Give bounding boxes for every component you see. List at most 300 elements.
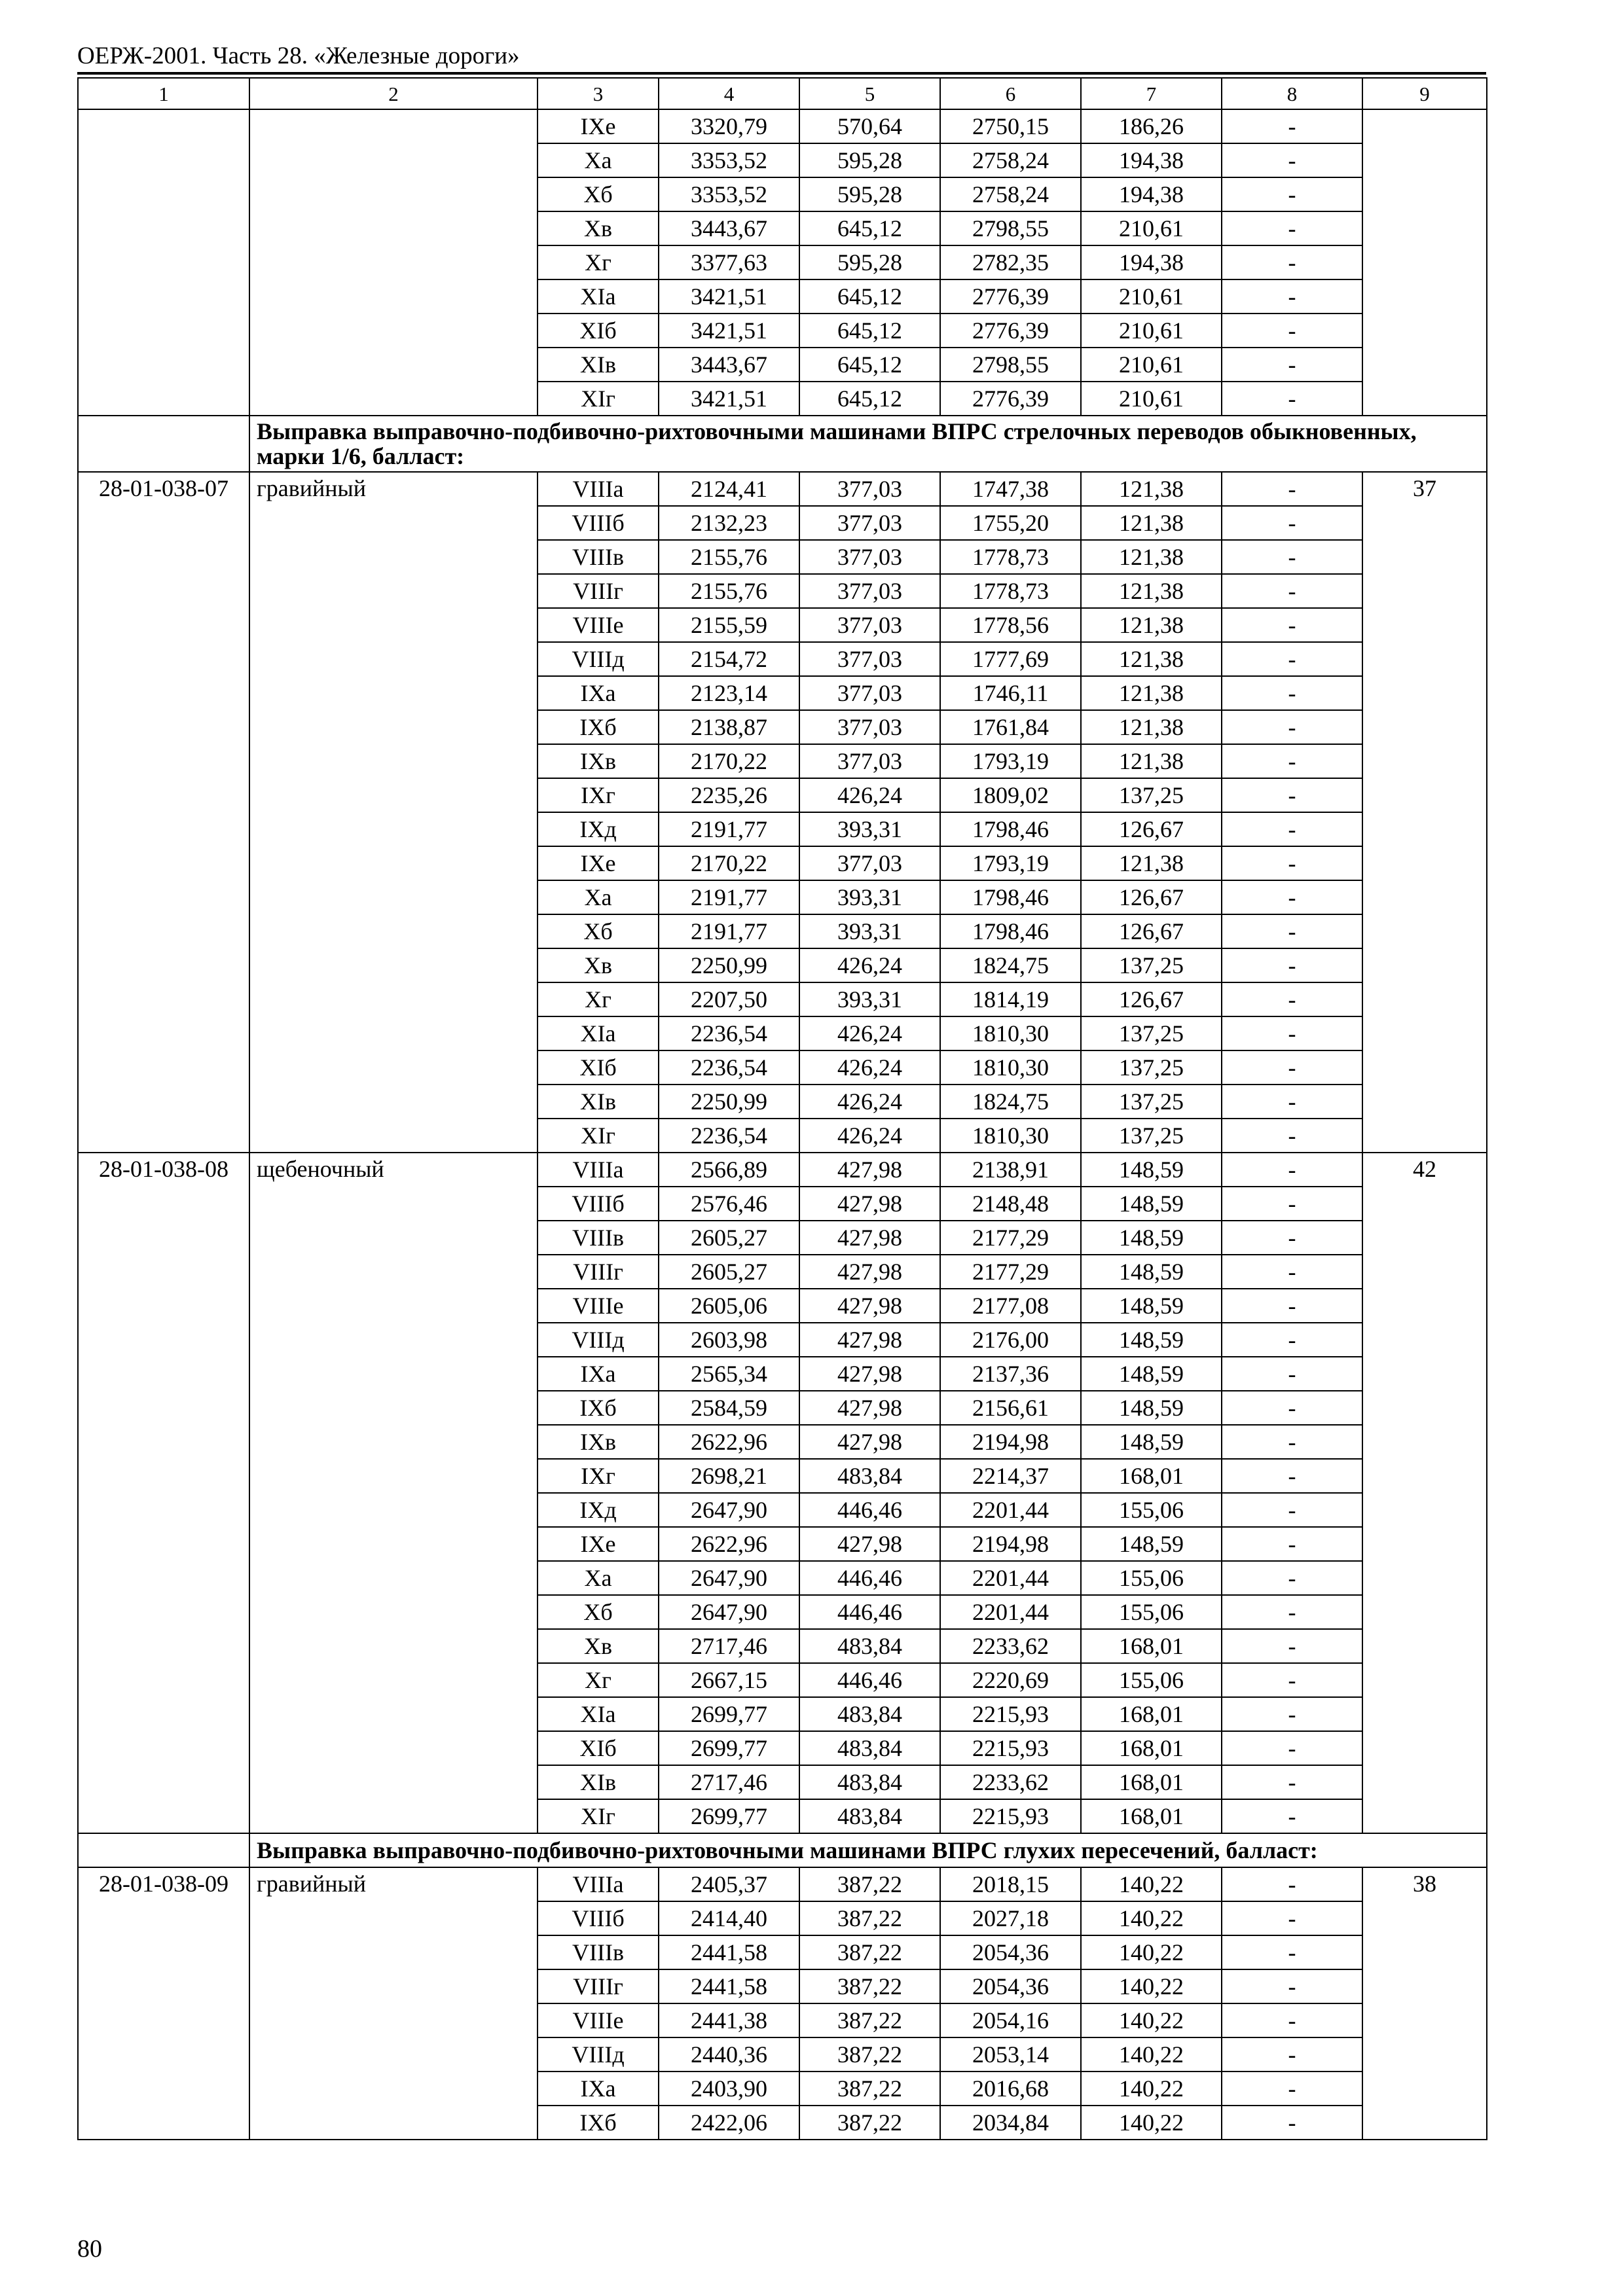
total-cost-cell: 2138,87 — [659, 710, 799, 744]
wages-cell: 426,24 — [799, 948, 940, 982]
machinists-wages-cell: 148,59 — [1081, 1187, 1222, 1221]
machines-cell: 2054,36 — [940, 1969, 1081, 2003]
machines-cell: 1798,46 — [940, 880, 1081, 914]
total-cost-cell: 2717,46 — [659, 1629, 799, 1663]
variant-cell: Xа — [538, 1561, 659, 1595]
variant-cell: XIв — [538, 348, 659, 382]
machines-cell: 1778,73 — [940, 540, 1081, 574]
variant-cell: Xг — [538, 245, 659, 279]
materials-cell: - — [1222, 143, 1362, 177]
norm-code-cell — [78, 109, 249, 416]
section-title: Выправка выправочно-подбивочно-рихтовочными машинами ВПРС глухих пересечений, балласт: — [249, 1833, 1487, 1867]
machines-cell: 2194,98 — [940, 1527, 1081, 1561]
machines-cell: 2776,39 — [940, 279, 1081, 314]
page-header-title: ОЕРЖ-2001. Часть 28. «Железные дороги» — [77, 43, 520, 69]
variant-cell: IXг — [538, 778, 659, 812]
variant-cell: XIг — [538, 1799, 659, 1833]
variant-cell: Xг — [538, 982, 659, 1016]
machines-cell: 2194,98 — [940, 1425, 1081, 1459]
total-cost-cell: 3421,51 — [659, 314, 799, 348]
materials-cell: - — [1222, 1119, 1362, 1153]
machinists-wages-cell: 168,01 — [1081, 1697, 1222, 1731]
machines-cell: 2177,29 — [940, 1255, 1081, 1289]
norm-code-cell: 28-01-038-08 — [78, 1153, 249, 1833]
machinists-wages-cell: 121,38 — [1081, 846, 1222, 880]
ballast-type-cell: гравийный — [249, 1867, 538, 2140]
wages-cell: 377,03 — [799, 710, 940, 744]
machines-cell: 1810,30 — [940, 1119, 1081, 1153]
wages-cell: 570,64 — [799, 109, 940, 143]
section-code-blank — [78, 416, 249, 472]
machinists-wages-cell: 121,38 — [1081, 540, 1222, 574]
total-cost-cell: 2250,99 — [659, 948, 799, 982]
variant-cell: Xа — [538, 143, 659, 177]
machinists-wages-cell: 210,61 — [1081, 348, 1222, 382]
variant-cell: VIIIд — [538, 642, 659, 676]
materials-cell: - — [1222, 642, 1362, 676]
machinists-wages-cell: 126,67 — [1081, 880, 1222, 914]
table-row — [78, 472, 1487, 506]
materials-cell: - — [1222, 348, 1362, 382]
machines-cell: 2201,44 — [940, 1595, 1081, 1629]
variant-cell: VIIIб — [538, 1187, 659, 1221]
machines-cell: 2034,84 — [940, 2106, 1081, 2140]
machinists-wages-cell: 186,26 — [1081, 109, 1222, 143]
machinists-wages-cell: 137,25 — [1081, 1050, 1222, 1085]
machinists-wages-cell: 121,38 — [1081, 744, 1222, 778]
materials-cell: - — [1222, 846, 1362, 880]
total-cost-cell: 2647,90 — [659, 1595, 799, 1629]
materials-cell: - — [1222, 1391, 1362, 1425]
machines-cell: 1747,38 — [940, 472, 1081, 506]
materials-cell: - — [1222, 1016, 1362, 1050]
variant-cell: IXб — [538, 710, 659, 744]
machines-cell: 1810,30 — [940, 1050, 1081, 1085]
materials-cell: - — [1222, 608, 1362, 642]
total-cost-cell: 2605,27 — [659, 1255, 799, 1289]
machines-cell: 2054,36 — [940, 1935, 1081, 1969]
materials-cell: - — [1222, 177, 1362, 211]
machinists-wages-cell: 194,38 — [1081, 245, 1222, 279]
machinists-wages-cell: 210,61 — [1081, 279, 1222, 314]
machinists-wages-cell: 137,25 — [1081, 1119, 1222, 1153]
total-cost-cell: 3443,67 — [659, 348, 799, 382]
machines-cell: 2782,35 — [940, 245, 1081, 279]
wages-cell: 426,24 — [799, 1016, 940, 1050]
wages-cell: 387,22 — [799, 1901, 940, 1935]
variant-cell: IXг — [538, 1459, 659, 1493]
machinists-wages-cell: 140,22 — [1081, 1901, 1222, 1935]
total-cost-cell: 2440,36 — [659, 2037, 799, 2072]
materials-cell: - — [1222, 1459, 1362, 1493]
machines-cell: 1746,11 — [940, 676, 1081, 710]
total-cost-cell: 2123,14 — [659, 676, 799, 710]
machinists-wages-cell: 155,06 — [1081, 1493, 1222, 1527]
wages-cell: 426,24 — [799, 1119, 940, 1153]
machines-cell: 2137,36 — [940, 1357, 1081, 1391]
machinists-wages-cell: 148,59 — [1081, 1527, 1222, 1561]
wages-cell: 483,84 — [799, 1459, 940, 1493]
wages-cell: 645,12 — [799, 348, 940, 382]
machinists-wages-cell: 168,01 — [1081, 1765, 1222, 1799]
wages-cell: 387,22 — [799, 2037, 940, 2072]
variant-cell: IXе — [538, 109, 659, 143]
total-cost-cell: 2124,41 — [659, 472, 799, 506]
header-rule — [77, 72, 1486, 75]
machines-cell: 1810,30 — [940, 1016, 1081, 1050]
variant-cell: IXа — [538, 676, 659, 710]
total-cost-cell: 2235,26 — [659, 778, 799, 812]
wages-cell: 446,46 — [799, 1595, 940, 1629]
variant-cell: VIIIг — [538, 574, 659, 608]
materials-cell: - — [1222, 472, 1362, 506]
variant-cell: XIб — [538, 1050, 659, 1085]
total-cost-cell: 3421,51 — [659, 382, 799, 416]
total-cost-cell: 2622,96 — [659, 1527, 799, 1561]
machines-cell: 2798,55 — [940, 211, 1081, 245]
variant-cell: Xб — [538, 1595, 659, 1629]
ballast-type-cell: щебеночный — [249, 1153, 538, 1833]
materials-cell: - — [1222, 1969, 1362, 2003]
machines-cell: 2220,69 — [940, 1663, 1081, 1697]
materials-cell: - — [1222, 1221, 1362, 1255]
machinists-wages-cell: 140,22 — [1081, 2106, 1222, 2140]
total-cost-cell: 2155,76 — [659, 574, 799, 608]
total-cost-cell: 2154,72 — [659, 642, 799, 676]
total-cost-cell: 2236,54 — [659, 1016, 799, 1050]
variant-cell: IXе — [538, 846, 659, 880]
wages-cell: 595,28 — [799, 177, 940, 211]
materials-cell: - — [1222, 211, 1362, 245]
column-9-cell — [1362, 109, 1487, 416]
machinists-wages-cell: 140,22 — [1081, 2037, 1222, 2072]
variant-cell: IXд — [538, 1493, 659, 1527]
variant-cell: VIIIа — [538, 1153, 659, 1187]
materials-cell: - — [1222, 1697, 1362, 1731]
wages-cell: 387,22 — [799, 1935, 940, 1969]
materials-cell: - — [1222, 982, 1362, 1016]
machines-cell: 2053,14 — [940, 2037, 1081, 2072]
page-number: 80 — [77, 2235, 102, 2263]
total-cost-cell: 2603,98 — [659, 1323, 799, 1357]
norm-code-cell: 28-01-038-07 — [78, 472, 249, 1153]
materials-cell: - — [1222, 279, 1362, 314]
materials-cell: - — [1222, 1085, 1362, 1119]
machines-cell: 1793,19 — [940, 744, 1081, 778]
materials-cell: - — [1222, 812, 1362, 846]
variant-cell: IXе — [538, 1527, 659, 1561]
total-cost-cell: 2584,59 — [659, 1391, 799, 1425]
total-cost-cell: 2441,58 — [659, 1969, 799, 2003]
variant-cell: Xб — [538, 914, 659, 948]
wages-cell: 427,98 — [799, 1391, 940, 1425]
machinists-wages-cell: 148,59 — [1081, 1425, 1222, 1459]
total-cost-cell: 2236,54 — [659, 1050, 799, 1085]
machinists-wages-cell: 140,22 — [1081, 2072, 1222, 2106]
variant-cell: VIIIб — [538, 1901, 659, 1935]
table-row — [78, 109, 1487, 143]
machines-cell: 1814,19 — [940, 982, 1081, 1016]
table-body — [78, 78, 1487, 2140]
section-title: Выправка выправочно-подбивочно-рихтовочными машинами ВПРС стрелочных переводов обыкновенных, марки 1/6, балласт: — [249, 416, 1487, 472]
materials-cell: - — [1222, 109, 1362, 143]
wages-cell: 377,03 — [799, 540, 940, 574]
wages-cell: 446,46 — [799, 1561, 940, 1595]
wages-cell: 377,03 — [799, 506, 940, 540]
materials-cell: - — [1222, 880, 1362, 914]
wages-cell: 427,98 — [799, 1153, 940, 1187]
materials-cell: - — [1222, 382, 1362, 416]
machinists-wages-cell: 137,25 — [1081, 1085, 1222, 1119]
materials-cell: - — [1222, 1901, 1362, 1935]
machinists-wages-cell: 148,59 — [1081, 1391, 1222, 1425]
materials-cell: - — [1222, 1561, 1362, 1595]
variant-cell: VIIIе — [538, 608, 659, 642]
wages-cell: 377,03 — [799, 846, 940, 880]
variant-cell: IXб — [538, 2106, 659, 2140]
wages-cell: 377,03 — [799, 744, 940, 778]
materials-cell: - — [1222, 574, 1362, 608]
machines-cell: 2176,00 — [940, 1323, 1081, 1357]
materials-cell: - — [1222, 1255, 1362, 1289]
machinists-wages-cell: 126,67 — [1081, 812, 1222, 846]
total-cost-cell: 2170,22 — [659, 846, 799, 880]
total-cost-cell: 2699,77 — [659, 1799, 799, 1833]
materials-cell: - — [1222, 1187, 1362, 1221]
wages-cell: 483,84 — [799, 1731, 940, 1765]
machinists-wages-cell: 121,38 — [1081, 642, 1222, 676]
total-cost-cell: 2207,50 — [659, 982, 799, 1016]
machinists-wages-cell: 155,06 — [1081, 1595, 1222, 1629]
machinists-wages-cell: 121,38 — [1081, 472, 1222, 506]
machinists-wages-cell: 140,22 — [1081, 1935, 1222, 1969]
materials-cell: - — [1222, 914, 1362, 948]
machines-cell: 2776,39 — [940, 382, 1081, 416]
total-cost-cell: 2132,23 — [659, 506, 799, 540]
total-cost-cell: 3353,52 — [659, 143, 799, 177]
machines-cell: 2233,62 — [940, 1629, 1081, 1663]
wages-cell: 595,28 — [799, 245, 940, 279]
machinists-wages-cell: 121,38 — [1081, 574, 1222, 608]
variant-cell: VIIIд — [538, 1323, 659, 1357]
wages-cell: 393,31 — [799, 982, 940, 1016]
variant-cell: VIIIе — [538, 2003, 659, 2037]
variant-cell: VIIIа — [538, 472, 659, 506]
variant-cell: XIб — [538, 314, 659, 348]
materials-cell: - — [1222, 2106, 1362, 2140]
machinists-wages-cell: 155,06 — [1081, 1561, 1222, 1595]
machines-cell: 1798,46 — [940, 812, 1081, 846]
wages-cell: 426,24 — [799, 1085, 940, 1119]
materials-cell: - — [1222, 710, 1362, 744]
wages-cell: 645,12 — [799, 382, 940, 416]
column-number: 5 — [799, 78, 940, 109]
machines-cell: 2215,93 — [940, 1799, 1081, 1833]
total-cost-cell: 3320,79 — [659, 109, 799, 143]
variant-cell: IXа — [538, 1357, 659, 1391]
column-number: 6 — [940, 78, 1081, 109]
variant-cell: IXд — [538, 812, 659, 846]
total-cost-cell: 2236,54 — [659, 1119, 799, 1153]
materials-cell: - — [1222, 245, 1362, 279]
materials-cell: - — [1222, 1527, 1362, 1561]
machines-cell: 2758,24 — [940, 143, 1081, 177]
variant-cell: XIг — [538, 1119, 659, 1153]
total-cost-cell: 3443,67 — [659, 211, 799, 245]
machinists-wages-cell: 148,59 — [1081, 1153, 1222, 1187]
wages-cell: 446,46 — [799, 1493, 940, 1527]
wages-cell: 483,84 — [799, 1629, 940, 1663]
machines-cell: 2027,18 — [940, 1901, 1081, 1935]
wages-cell: 377,03 — [799, 608, 940, 642]
total-cost-cell: 2414,40 — [659, 1901, 799, 1935]
materials-cell: - — [1222, 1663, 1362, 1697]
materials-cell: - — [1222, 2003, 1362, 2037]
machines-cell: 1793,19 — [940, 846, 1081, 880]
total-cost-cell: 2605,27 — [659, 1221, 799, 1255]
table-row — [78, 1153, 1487, 1187]
total-cost-cell: 3353,52 — [659, 177, 799, 211]
section-code-blank — [78, 1833, 249, 1867]
machines-cell: 2201,44 — [940, 1493, 1081, 1527]
total-cost-cell: 2576,46 — [659, 1187, 799, 1221]
wages-cell: 426,24 — [799, 1050, 940, 1085]
norm-code-cell: 28-01-038-09 — [78, 1867, 249, 2140]
materials-cell: - — [1222, 1731, 1362, 1765]
total-cost-cell: 2699,77 — [659, 1731, 799, 1765]
machinists-wages-cell: 121,38 — [1081, 676, 1222, 710]
wages-cell: 427,98 — [799, 1289, 940, 1323]
machines-cell: 2798,55 — [940, 348, 1081, 382]
machinists-wages-cell: 148,59 — [1081, 1255, 1222, 1289]
machinists-wages-cell: 126,67 — [1081, 914, 1222, 948]
wages-cell: 377,03 — [799, 676, 940, 710]
wages-cell: 483,84 — [799, 1697, 940, 1731]
total-cost-cell: 2565,34 — [659, 1357, 799, 1391]
total-cost-cell: 2191,77 — [659, 914, 799, 948]
machinists-wages-cell: 148,59 — [1081, 1289, 1222, 1323]
variant-cell: VIIIв — [538, 1935, 659, 1969]
wages-cell: 427,98 — [799, 1187, 940, 1221]
machines-cell: 2054,16 — [940, 2003, 1081, 2037]
machinists-wages-cell: 148,59 — [1081, 1323, 1222, 1357]
materials-cell: - — [1222, 1867, 1362, 1901]
total-cost-cell: 2441,38 — [659, 2003, 799, 2037]
machinists-wages-cell: 168,01 — [1081, 1731, 1222, 1765]
variant-cell: Xб — [538, 177, 659, 211]
wages-cell: 427,98 — [799, 1255, 940, 1289]
machinists-wages-cell: 210,61 — [1081, 382, 1222, 416]
rates-table — [77, 77, 1487, 2140]
variant-cell: VIIIв — [538, 540, 659, 574]
variant-cell: XIб — [538, 1731, 659, 1765]
total-cost-cell: 2422,06 — [659, 2106, 799, 2140]
total-cost-cell: 2170,22 — [659, 744, 799, 778]
total-cost-cell: 2155,59 — [659, 608, 799, 642]
total-cost-cell: 2403,90 — [659, 2072, 799, 2106]
machinists-wages-cell: 137,25 — [1081, 948, 1222, 982]
machines-cell: 2177,08 — [940, 1289, 1081, 1323]
total-cost-cell: 2405,37 — [659, 1867, 799, 1901]
variant-cell: IXб — [538, 1391, 659, 1425]
variant-cell: XIв — [538, 1765, 659, 1799]
total-cost-cell: 3421,51 — [659, 279, 799, 314]
column-number: 1 — [78, 78, 249, 109]
wages-cell: 393,31 — [799, 812, 940, 846]
wages-cell: 387,22 — [799, 2003, 940, 2037]
total-cost-cell: 2605,06 — [659, 1289, 799, 1323]
variant-cell: VIIIг — [538, 1969, 659, 2003]
variant-cell: VIIIб — [538, 506, 659, 540]
machines-cell: 2750,15 — [940, 109, 1081, 143]
materials-cell: - — [1222, 506, 1362, 540]
machines-cell: 2148,48 — [940, 1187, 1081, 1221]
wages-cell: 387,22 — [799, 2072, 940, 2106]
materials-cell: - — [1222, 2037, 1362, 2072]
wages-cell: 377,03 — [799, 574, 940, 608]
materials-cell: - — [1222, 1799, 1362, 1833]
machinists-wages-cell: 140,22 — [1081, 2003, 1222, 2037]
wages-cell: 377,03 — [799, 472, 940, 506]
wages-cell: 427,98 — [799, 1323, 940, 1357]
variant-cell: XIа — [538, 1697, 659, 1731]
wages-cell: 645,12 — [799, 314, 940, 348]
materials-cell: - — [1222, 948, 1362, 982]
total-cost-cell: 2699,77 — [659, 1697, 799, 1731]
machines-cell: 2758,24 — [940, 177, 1081, 211]
machines-cell: 2138,91 — [940, 1153, 1081, 1187]
machinists-wages-cell: 155,06 — [1081, 1663, 1222, 1697]
machines-cell: 1778,56 — [940, 608, 1081, 642]
machinists-wages-cell: 140,22 — [1081, 1867, 1222, 1901]
materials-cell: - — [1222, 1493, 1362, 1527]
machinists-wages-cell: 210,61 — [1081, 314, 1222, 348]
ballast-type-cell — [249, 109, 538, 416]
variant-cell: VIIIе — [538, 1289, 659, 1323]
variant-cell: VIIIа — [538, 1867, 659, 1901]
materials-cell: - — [1222, 676, 1362, 710]
materials-cell: - — [1222, 1153, 1362, 1187]
wages-cell: 387,22 — [799, 1969, 940, 2003]
total-cost-cell: 2191,77 — [659, 812, 799, 846]
table-row — [78, 1867, 1487, 1901]
materials-cell: - — [1222, 540, 1362, 574]
total-cost-cell: 2698,21 — [659, 1459, 799, 1493]
materials-cell: - — [1222, 1765, 1362, 1799]
total-cost-cell: 2155,76 — [659, 540, 799, 574]
machinists-wages-cell: 140,22 — [1081, 1969, 1222, 2003]
column-9-cell: 37 — [1362, 472, 1487, 1153]
variant-cell: IXв — [538, 744, 659, 778]
column-number: 4 — [659, 78, 799, 109]
machines-cell: 2233,62 — [940, 1765, 1081, 1799]
machinists-wages-cell: 148,59 — [1081, 1357, 1222, 1391]
machinists-wages-cell: 194,38 — [1081, 143, 1222, 177]
materials-cell: - — [1222, 1595, 1362, 1629]
column-number: 8 — [1222, 78, 1362, 109]
wages-cell: 387,22 — [799, 2106, 940, 2140]
machines-cell: 2215,93 — [940, 1697, 1081, 1731]
variant-cell: Xв — [538, 211, 659, 245]
machines-cell: 1798,46 — [940, 914, 1081, 948]
variant-cell: VIIIд — [538, 2037, 659, 2072]
machines-cell: 1824,75 — [940, 1085, 1081, 1119]
machines-cell: 2214,37 — [940, 1459, 1081, 1493]
column-9-cell: 38 — [1362, 1867, 1487, 2140]
machines-cell: 2201,44 — [940, 1561, 1081, 1595]
machines-cell: 2215,93 — [940, 1731, 1081, 1765]
section-header-row — [78, 1833, 1487, 1867]
